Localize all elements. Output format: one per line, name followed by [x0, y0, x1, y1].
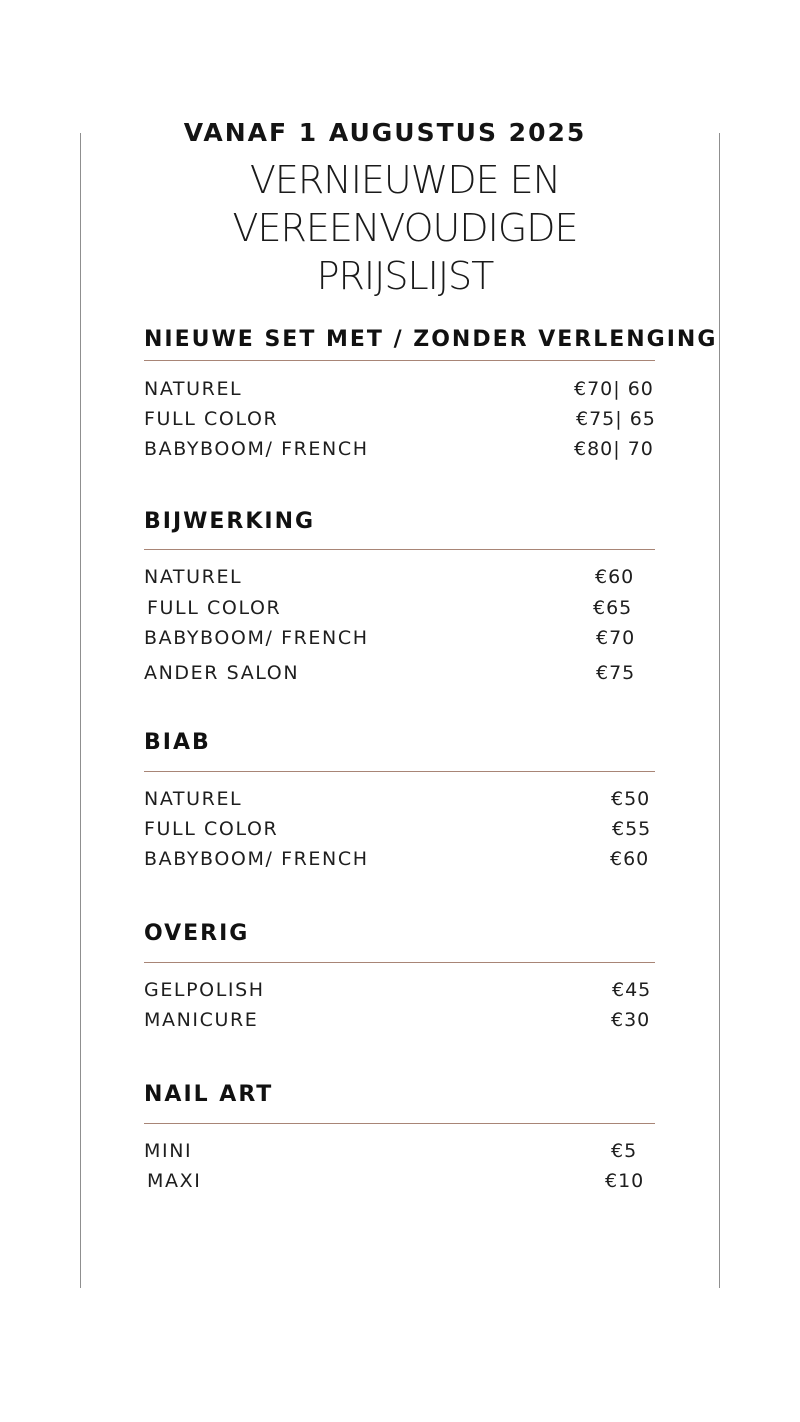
service-price: €60	[610, 848, 650, 870]
section-bijwerking	[144, 508, 664, 688]
service-label: FULL COLOR	[147, 597, 282, 619]
service-price: €55	[612, 818, 652, 840]
frame-line-right	[719, 133, 720, 1288]
service-label: ANDER SALON	[144, 662, 300, 684]
section-divider	[144, 549, 655, 550]
section-divider	[144, 771, 655, 772]
price-row	[144, 818, 664, 844]
section-heading: NIEUWE SET MET / ZONDER VERLENGING	[144, 327, 718, 352]
service-label: FULL COLOR	[144, 818, 279, 840]
price-row	[144, 566, 664, 592]
service-label: NATUREL	[144, 378, 243, 400]
price-row	[144, 662, 664, 688]
price-row	[144, 1009, 664, 1035]
service-label: BABYBOOM/ FRENCH	[144, 627, 369, 649]
service-price: €70	[596, 627, 636, 649]
service-label: BABYBOOM/ FRENCH	[144, 848, 369, 870]
service-label: GELPOLISH	[144, 979, 265, 1001]
title-line: PRIJSLIJST	[316, 254, 494, 298]
service-label: MAXI	[147, 1170, 202, 1192]
price-row	[144, 408, 664, 434]
service-price: €10	[605, 1170, 645, 1192]
section-divider	[144, 1123, 655, 1124]
service-label: NATUREL	[144, 788, 243, 810]
price-row	[144, 1170, 664, 1196]
price-row	[144, 788, 664, 814]
service-price: €50	[611, 788, 651, 810]
service-price: €65	[593, 597, 633, 619]
section-divider	[144, 360, 655, 361]
title-line: VEREENVOUDIGDE	[232, 206, 578, 250]
price-row	[144, 438, 664, 464]
service-label: FULL COLOR	[144, 408, 279, 430]
price-row	[144, 627, 664, 653]
section-nail-art	[144, 1081, 664, 1196]
service-label: NATUREL	[144, 566, 243, 588]
page-title	[0, 156, 800, 300]
service-label: MINI	[144, 1140, 193, 1162]
service-price: €75| 65	[576, 408, 656, 430]
section-overig	[144, 920, 664, 1035]
service-price: €75	[596, 662, 636, 684]
section-heading: OVERIG	[144, 921, 250, 946]
service-label: BABYBOOM/ FRENCH	[144, 438, 369, 460]
service-price: €45	[612, 979, 652, 1001]
section-heading: BIJWERKING	[144, 509, 316, 534]
price-row	[144, 1140, 664, 1166]
section-heading: NAIL ART	[144, 1082, 274, 1107]
section-nieuwe-set	[144, 326, 718, 466]
service-price: €60	[595, 566, 635, 588]
service-price: €5	[611, 1140, 638, 1162]
service-price: €80| 70	[574, 438, 654, 460]
price-row	[144, 848, 664, 874]
frame-line-left	[80, 133, 81, 1288]
section-divider	[144, 962, 655, 963]
section-biab	[144, 729, 664, 874]
price-row	[144, 378, 664, 404]
section-heading: BIAB	[144, 730, 211, 755]
service-price: €30	[611, 1009, 651, 1031]
effective-date: VANAF 1 AUGUSTUS 2025	[183, 118, 587, 147]
service-label: MANICURE	[144, 1009, 259, 1031]
service-price: €70| 60	[574, 378, 654, 400]
price-row	[144, 979, 664, 1005]
price-row	[144, 597, 664, 623]
title-line: VERNIEUWDE EN	[249, 158, 561, 202]
